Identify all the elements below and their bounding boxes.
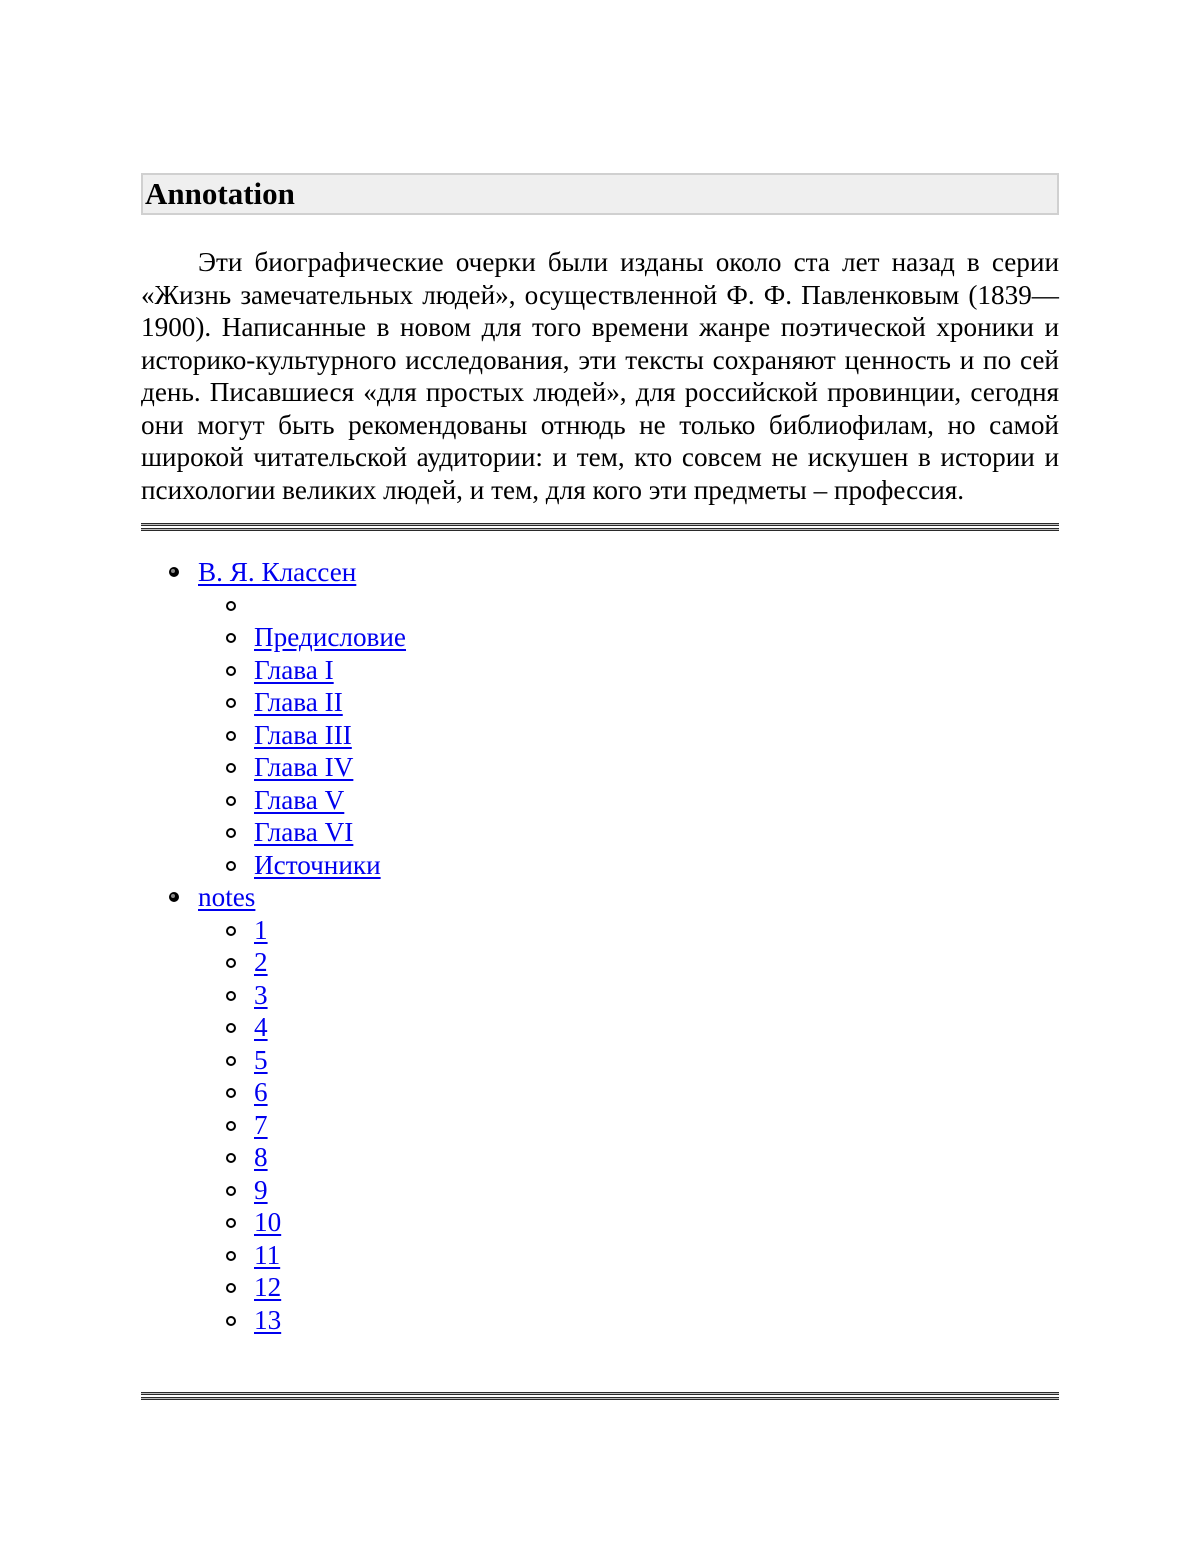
circle-bullet-icon [226, 1023, 236, 1033]
circle-bullet-icon [226, 666, 236, 676]
toc-link[interactable]: Глава III [254, 719, 352, 750]
circle-bullet-icon [226, 1316, 236, 1326]
toc-item [198, 1109, 1059, 1142]
annotation-text: Эти биографические очерки были изданы около ста лет назад в серии «Жизнь замечательных людей», осуществленной Ф. Ф. Павленковым (1839—1900). Написанные в новом для того времени жанре поэтической хроники и историко-культурного исследования, эти тексты сохраняют ценность и по сей день. Писавшиеся «для простых людей», для российской провинции, сегодня они могут быть рекомендованы отнюдь не только библиофилам, но самой широкой читательской аудитории: и тем, кто совсем не искушен в истории и психологии великих людей, и тем, для кого эти предметы – профессия. [141, 247, 1059, 505]
circle-bullet-icon [226, 1153, 236, 1163]
circle-bullet-icon [226, 926, 236, 936]
toc-link-notes[interactable]: notes [198, 882, 256, 912]
toc-item [198, 979, 1059, 1012]
toc-link[interactable]: Глава V [254, 784, 345, 815]
circle-bullet-icon [226, 601, 236, 611]
toc-sublist [198, 589, 1059, 882]
toc-item [198, 686, 1059, 719]
circle-bullet-icon [226, 1186, 236, 1196]
note-link[interactable]: 5 [254, 1044, 268, 1075]
note-link[interactable]: 12 [254, 1272, 282, 1302]
circle-bullet-icon [226, 991, 236, 1001]
circle-bullet-icon [226, 796, 236, 806]
toc-item [198, 1174, 1059, 1207]
document-page [141, 173, 1059, 1336]
toc-item [198, 1304, 1059, 1337]
toc-section [141, 556, 1059, 881]
note-link[interactable]: 10 [254, 1207, 282, 1237]
disc-bullet-icon [169, 567, 179, 577]
note-link[interactable]: 4 [254, 1012, 268, 1042]
note-link[interactable]: 6 [254, 1077, 268, 1107]
toc-item [198, 1011, 1059, 1044]
toc-item [198, 1076, 1059, 1109]
toc-item [198, 784, 1059, 817]
circle-bullet-icon [226, 828, 236, 838]
note-link[interactable]: 9 [254, 1174, 268, 1205]
toc-item [198, 621, 1059, 654]
note-link[interactable]: 13 [254, 1304, 282, 1335]
circle-bullet-icon [226, 731, 236, 741]
toc-link[interactable]: Глава I [254, 654, 334, 685]
toc-item [198, 849, 1059, 882]
note-link[interactable]: 1 [254, 914, 268, 945]
toc-item [198, 1271, 1059, 1304]
toc-item [198, 914, 1059, 947]
toc-link[interactable]: Предисловие [254, 622, 407, 652]
toc-link[interactable]: Глава IV [254, 752, 354, 782]
toc-sublist [198, 914, 1059, 1337]
section-divider [141, 523, 1059, 531]
circle-bullet-icon [226, 1218, 236, 1228]
annotation-heading: Annotation [141, 173, 1059, 215]
toc-item [198, 1239, 1059, 1272]
circle-bullet-icon [226, 698, 236, 708]
circle-bullet-icon [226, 861, 236, 871]
toc-item [198, 816, 1059, 849]
toc-item [198, 719, 1059, 752]
circle-bullet-icon [226, 1121, 236, 1131]
table-of-contents [141, 556, 1059, 1336]
circle-bullet-icon [226, 633, 236, 643]
circle-bullet-icon [226, 958, 236, 968]
toc-link-author[interactable]: В. Я. Классен [198, 557, 357, 587]
disc-bullet-icon [169, 892, 179, 902]
note-link[interactable]: 7 [254, 1109, 268, 1140]
toc-item [198, 1206, 1059, 1239]
toc-item [198, 1141, 1059, 1174]
circle-bullet-icon [226, 1056, 236, 1066]
circle-bullet-icon [226, 1251, 236, 1261]
section-divider [141, 1392, 1059, 1400]
note-link[interactable]: 11 [254, 1239, 281, 1270]
toc-link[interactable]: Глава VI [254, 817, 354, 847]
note-link[interactable]: 3 [254, 979, 268, 1010]
circle-bullet-icon [226, 1088, 236, 1098]
toc-link[interactable]: Источники [254, 849, 381, 880]
circle-bullet-icon [226, 1283, 236, 1293]
toc-item [198, 1044, 1059, 1077]
note-link[interactable]: 2 [254, 947, 268, 977]
toc-link[interactable]: Глава II [254, 687, 343, 717]
toc-item [198, 751, 1059, 784]
toc-item [198, 654, 1059, 687]
toc-item [198, 946, 1059, 979]
note-link[interactable]: 8 [254, 1142, 268, 1172]
toc-section [141, 881, 1059, 1336]
circle-bullet-icon [226, 763, 236, 773]
toc-item [198, 589, 1059, 622]
